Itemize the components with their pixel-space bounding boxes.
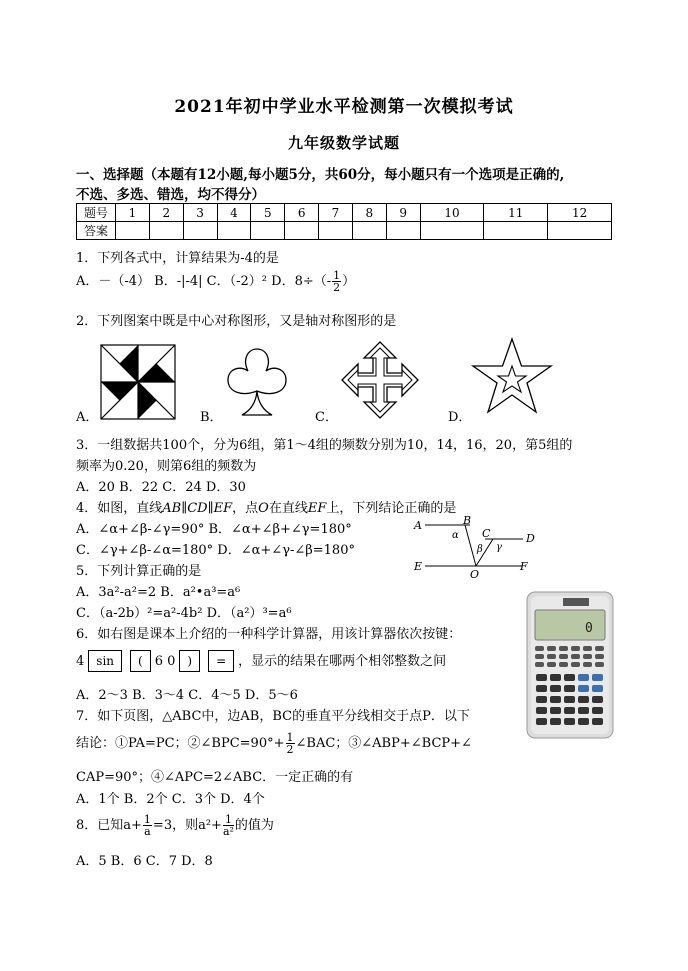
- calculator-key: [535, 646, 544, 651]
- calculator-key: [564, 707, 575, 714]
- fraction: [143, 814, 152, 837]
- calculator-key: [578, 696, 589, 703]
- fraction-numerator: 1: [224, 813, 232, 826]
- answer-cell[interactable]: [251, 222, 285, 240]
- calculator-key: [535, 654, 544, 659]
- answer-table: [76, 203, 612, 240]
- calculator-key: [564, 696, 575, 703]
- key-4: 4: [76, 654, 85, 669]
- table-header-cell: 题号: [77, 204, 116, 222]
- answer-cell[interactable]: [217, 222, 251, 240]
- fig-label-d: D: [526, 532, 535, 545]
- q8-text: 8．已知a+: [76, 818, 142, 833]
- answer-cell[interactable]: [386, 222, 420, 240]
- table-cell: 3: [183, 204, 217, 222]
- q4-line-ef: EF: [307, 501, 327, 516]
- q6-keys: [76, 650, 446, 672]
- star-figure: [470, 336, 554, 420]
- calculator-key: [550, 718, 561, 725]
- q7-line1: 7．如下页图，△ABC中，边AB，BC的垂直平分线相交于点P．以下: [76, 709, 470, 724]
- calculator-key: [578, 685, 589, 692]
- table-cell: 10: [420, 204, 484, 222]
- calculator-key: [559, 662, 568, 667]
- fraction-denominator: a: [144, 825, 151, 838]
- fig-label-beta: β: [477, 544, 483, 555]
- calculator-key: [547, 654, 556, 659]
- q1-stem: 1．下列各式中，计算结果为-4的是: [76, 251, 279, 266]
- calculator-key: [592, 685, 603, 692]
- key-60: 6 0: [154, 654, 176, 669]
- open-paren-key[interactable]: (: [130, 650, 151, 672]
- calculator-icon: [525, 590, 615, 740]
- q4-stem-text: ，点: [232, 501, 259, 516]
- parallel-lines-figure: [410, 514, 545, 580]
- calculator-key: [536, 696, 547, 703]
- calculator-key: [550, 674, 561, 681]
- calculator-key: [550, 696, 561, 703]
- q3-line1: 3．一组数据共100个，分为6组，第1～4组的频数分别为10，14，16，20，第5组的: [76, 438, 573, 453]
- close-paren-key[interactable]: ): [179, 650, 200, 672]
- fig-label-o: O: [470, 568, 480, 580]
- calculator-key: [559, 654, 568, 659]
- answer-cell[interactable]: [149, 222, 183, 240]
- answer-cell[interactable]: [420, 222, 484, 240]
- page-subtitle: 九年级数学试题: [287, 134, 400, 152]
- calculator-key: [564, 674, 575, 681]
- calculator-key: [550, 707, 561, 714]
- calculator-key: [547, 646, 556, 651]
- q5-stem: 5．下列计算正确的是: [76, 564, 202, 579]
- q7-line2: [76, 732, 472, 755]
- calculator-key: [583, 662, 592, 667]
- calculator-key: [571, 646, 580, 651]
- calculator-key: [592, 674, 603, 681]
- q4-options-cd: C．∠γ+∠β-∠α=180° D．∠α+∠γ-∠β=180°: [76, 543, 355, 558]
- q8-options: A．5 B．6 C．7 D．8: [76, 854, 213, 869]
- q5-options-ab: A．3a²-a²=2 B．a²•a³=a⁶: [76, 585, 241, 600]
- answer-cell[interactable]: [183, 222, 217, 240]
- fig-label-e: E: [414, 560, 423, 573]
- calculator-key: [564, 685, 575, 692]
- calculator-key: [547, 662, 556, 667]
- fig-label-a: A: [414, 519, 422, 532]
- q4-stem-text: 在直线: [268, 501, 308, 516]
- fraction-denominator: 2: [286, 743, 294, 756]
- calculator-key: [536, 718, 547, 725]
- q7-options: A．1个 B．2个 C．3个 D．4个: [76, 792, 265, 807]
- q6-stem: 6．如右图是课本上介绍的一种科学计算器，用该计算器依次按键：: [76, 627, 462, 642]
- calculator-key: [595, 646, 604, 651]
- table-cell: 1: [116, 204, 150, 222]
- q7-text: ∠BAC；③∠ABP+∠BCP+∠: [295, 736, 472, 751]
- section-heading-line2: 不选、多选、错选，均不得分）: [76, 187, 265, 203]
- fraction-denominator: a²: [222, 825, 234, 838]
- calculator-key: [578, 707, 589, 714]
- table-cell: 11: [484, 204, 548, 222]
- calculator-key: [595, 662, 604, 667]
- calculator-key: [592, 718, 603, 725]
- q1-options: [76, 270, 355, 293]
- table-cell: 4: [217, 204, 251, 222]
- fraction: [332, 270, 341, 293]
- q4-stem-text: 上，下列结论正确的是: [326, 501, 457, 516]
- table-cell: 2: [149, 204, 183, 222]
- calculator-key: [536, 674, 547, 681]
- answer-cell[interactable]: [319, 222, 353, 240]
- fraction-numerator: 1: [143, 813, 151, 826]
- section-heading-line1: 一、选择题（本题有12小题,每小题5分，共60分，每小题只有一个选项是正确的,: [76, 167, 565, 183]
- sin-key[interactable]: sin: [88, 650, 122, 672]
- table-cell: 8: [352, 204, 386, 222]
- q5-options-cd: C．（a-2b）²=a²-4b² D．（a²）³=a⁶: [76, 606, 292, 621]
- q7-line3: CAP=90°；④∠APC=2∠ABC．一定正确的有: [76, 770, 354, 785]
- cross-arrow-figure: [340, 340, 420, 420]
- calculator-key: [583, 646, 592, 651]
- q3-options: A．20 B．22 C．24 D．30: [76, 480, 246, 495]
- table-row: [77, 222, 612, 240]
- q8-text: =3，则a²+: [152, 818, 222, 833]
- q1-close: ）: [342, 274, 356, 289]
- q4-lines: AB∥CD∥EF: [162, 501, 233, 516]
- pinwheel-figure: [98, 342, 178, 422]
- fraction-denominator: 2: [333, 281, 341, 294]
- fraction: [286, 732, 295, 755]
- calculator-key: [592, 707, 603, 714]
- answer-cell[interactable]: [116, 222, 150, 240]
- calculator-key: [583, 654, 592, 659]
- fig-label-f: F: [520, 560, 528, 573]
- q8-text: 的值为: [234, 818, 274, 833]
- calculator-key: [536, 707, 547, 714]
- fraction-numerator: 1: [286, 731, 294, 744]
- q4-stem: [76, 497, 456, 516]
- answer-cell[interactable]: [352, 222, 386, 240]
- calculator-key: [564, 718, 575, 725]
- table-header-cell: 答案: [77, 222, 116, 240]
- calculator-key: [578, 674, 589, 681]
- equals-key[interactable]: =: [208, 650, 234, 672]
- answer-cell[interactable]: [548, 222, 612, 240]
- calculator-key: [571, 654, 580, 659]
- q4-stem-text: 4．如图，直线: [76, 501, 163, 516]
- table-row: [77, 204, 612, 222]
- q2-option-b[interactable]: B．: [200, 410, 223, 425]
- q3-line2: 频率为0.20，则第6组的频数为: [76, 459, 257, 474]
- q6-options: A．2～3 B．3～4 C．4～5 D．5～6: [76, 688, 298, 703]
- table-cell: 9: [386, 204, 420, 222]
- fig-label-alpha: α: [452, 530, 459, 541]
- q2-option-d[interactable]: D．: [448, 410, 472, 425]
- calculator-key: [559, 646, 568, 651]
- table-cell: 6: [285, 204, 319, 222]
- q6-tail: ，显示的结果在哪两个相邻整数之间: [238, 654, 447, 669]
- q4-point: O: [258, 501, 269, 516]
- table-cell: 5: [251, 204, 285, 222]
- calculator-key: [595, 654, 604, 659]
- calculator-key: [571, 662, 580, 667]
- table-cell: 7: [319, 204, 353, 222]
- q7-text: 结论：①PA=PC；②∠BPC=90°+: [76, 736, 285, 751]
- calculator-key: [578, 718, 589, 725]
- calculator-key: [550, 685, 561, 692]
- q2-option-a[interactable]: A．: [76, 410, 99, 425]
- calculator-display-value: 0: [585, 621, 593, 636]
- page-title: 2021年初中学业水平检测第一次模拟考试: [174, 97, 514, 117]
- q4-options-ab: A．∠α+∠β-∠γ=90° B．∠α+∠β+∠γ=180°: [76, 522, 352, 537]
- answer-cell[interactable]: [285, 222, 319, 240]
- calculator-key: [536, 685, 547, 692]
- fig-label-b: B: [463, 514, 472, 527]
- q2-stem: 2．下列图案中既是中心对称图形，又是轴对称图形的是: [76, 314, 397, 329]
- fig-label-c: C: [482, 527, 491, 540]
- q2-option-c[interactable]: C．: [315, 410, 338, 425]
- calculator-key: [535, 662, 544, 667]
- q8-stem: [76, 814, 274, 837]
- answer-cell[interactable]: [484, 222, 548, 240]
- fig-label-gamma: γ: [496, 542, 502, 553]
- clover-figure: [222, 345, 292, 420]
- fraction-numerator: 1: [333, 269, 341, 282]
- fraction: [223, 814, 234, 837]
- q1-options-text: A．－（-4） B．-|-4| C．（-2）² D．8÷（-: [76, 274, 332, 289]
- calculator-key: [592, 696, 603, 703]
- table-cell: 12: [548, 204, 612, 222]
